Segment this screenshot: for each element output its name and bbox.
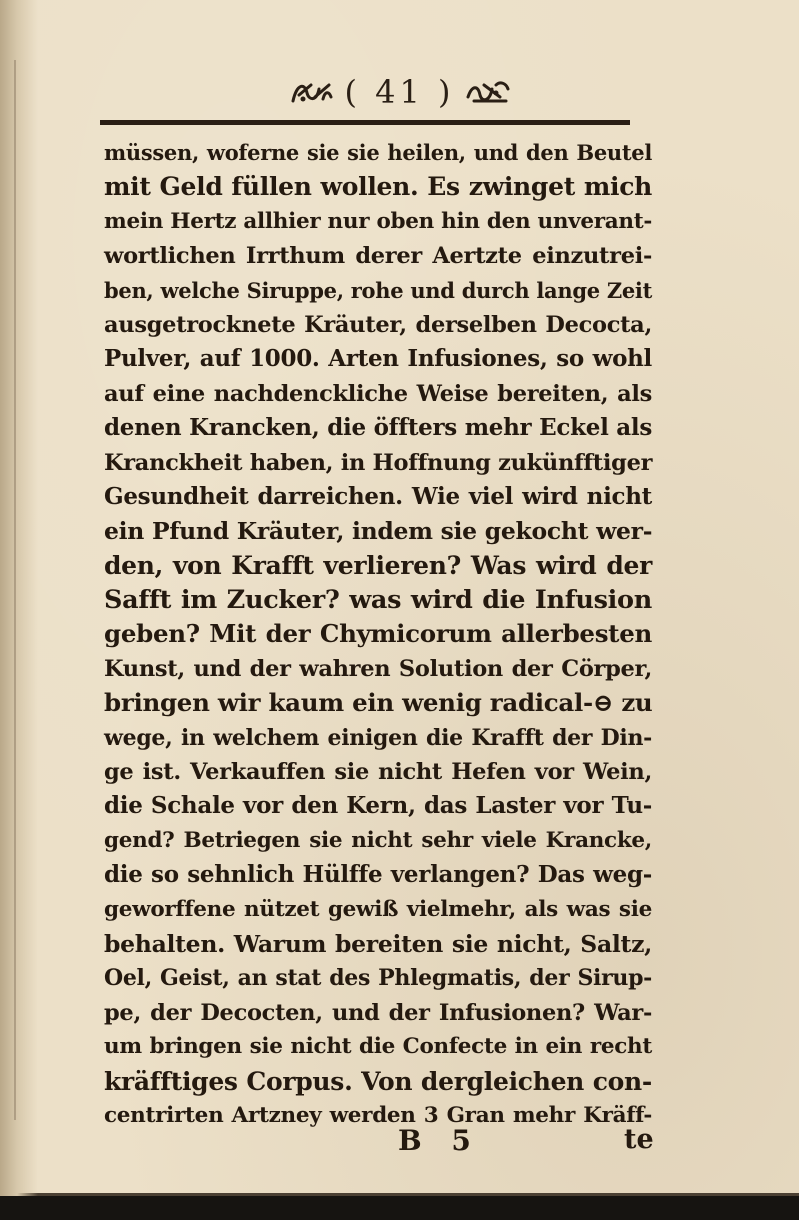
text-line: wortlichen Irrthum derer Aertzte einzutrei-: [104, 243, 652, 270]
text-line: wege, in welchem einigen die Krafft der Din-: [104, 724, 652, 751]
text-line: auf eine nachdenckliche Weise bereiten, als: [104, 380, 652, 407]
page-number: ( 41 ): [344, 72, 455, 111]
text-line: mein Hertz allhier nur oben hin den unverant-: [104, 208, 652, 234]
text-line: mit Geld füllen wollen. Es zwinget mich: [104, 172, 652, 202]
text-line: Pulver, auf 1000. Arten Infusiones, so wohl: [104, 345, 652, 373]
body-text: [104, 136, 652, 1133]
left-ornament-icon: [289, 77, 333, 107]
text-line: Oel, Geist, an stat des Phlegmatis, der Sirup-: [104, 965, 652, 992]
catchword: te: [624, 1124, 654, 1155]
text-line: pe, der Decocten, und der Infusionen? War-: [104, 999, 652, 1026]
text-line: gend? Betriegen sie nicht sehr viele Krancke,: [104, 827, 652, 853]
text-line: Kranckheit haben, in Hoffnung zukünfftiger: [104, 449, 653, 476]
text-line: Safft im Zucker? was wird die Infusion: [104, 585, 652, 616]
text-line: ausgetrocknete Kräuter, derselben Decocta,: [104, 311, 652, 338]
page-header: [0, 66, 799, 116]
page-footer: [0, 1124, 799, 1164]
page-gutter-shadow: [0, 0, 38, 1196]
right-ornament-icon: [466, 77, 510, 107]
text-line: den, von Krafft verlieren? Was wird der: [104, 550, 652, 580]
text-line: behalten. Warum bereiten sie nicht, Saltz,: [104, 929, 652, 958]
text-line: um bringen sie nicht die Confecte in ein recht: [104, 1034, 652, 1060]
text-line: die Schale vor den Kern, das Laster vor Tu-: [104, 792, 652, 820]
text-line: ge ist. Verkauffen sie nicht Hefen vor Wein,: [104, 759, 652, 786]
text-line: ein Pfund Kräuter, indem sie gekocht wer-: [104, 517, 653, 546]
text-line: centrirten Artzney werden 3 Gran mehr Kräff-: [104, 1102, 652, 1128]
text-line: denen Krancken, die öffters mehr Eckel als: [104, 414, 652, 442]
scan-background: [0, 1196, 799, 1220]
header-rule: [100, 120, 630, 125]
text-line: kräfftiges Corpus. Von dergleichen con-: [104, 1066, 652, 1096]
text-line: müssen, woferne sie sie heilen, und den Beutel: [104, 140, 652, 165]
text-line: ben, welche Siruppe, rohe und durch lange Zeit: [104, 277, 652, 303]
text-line: geworffene nützet gewiß vielmehr, als was sie: [104, 896, 652, 922]
text-line: bringen wir kaum ein wenig radical-⊖ zu: [104, 688, 653, 718]
text-line: Kunst, und der wahren Solution der Cörper,: [104, 655, 652, 682]
text-line: die so sehnlich Hülffe verlangen? Das weg-: [104, 861, 652, 889]
text-line: Gesundheit darreichen. Wie viel wird nicht: [104, 482, 652, 510]
binding-edge: [14, 60, 16, 1120]
text-line: geben? Mit der Chymicorum allerbesten: [104, 619, 652, 649]
signature-mark: B 5: [398, 1124, 481, 1157]
